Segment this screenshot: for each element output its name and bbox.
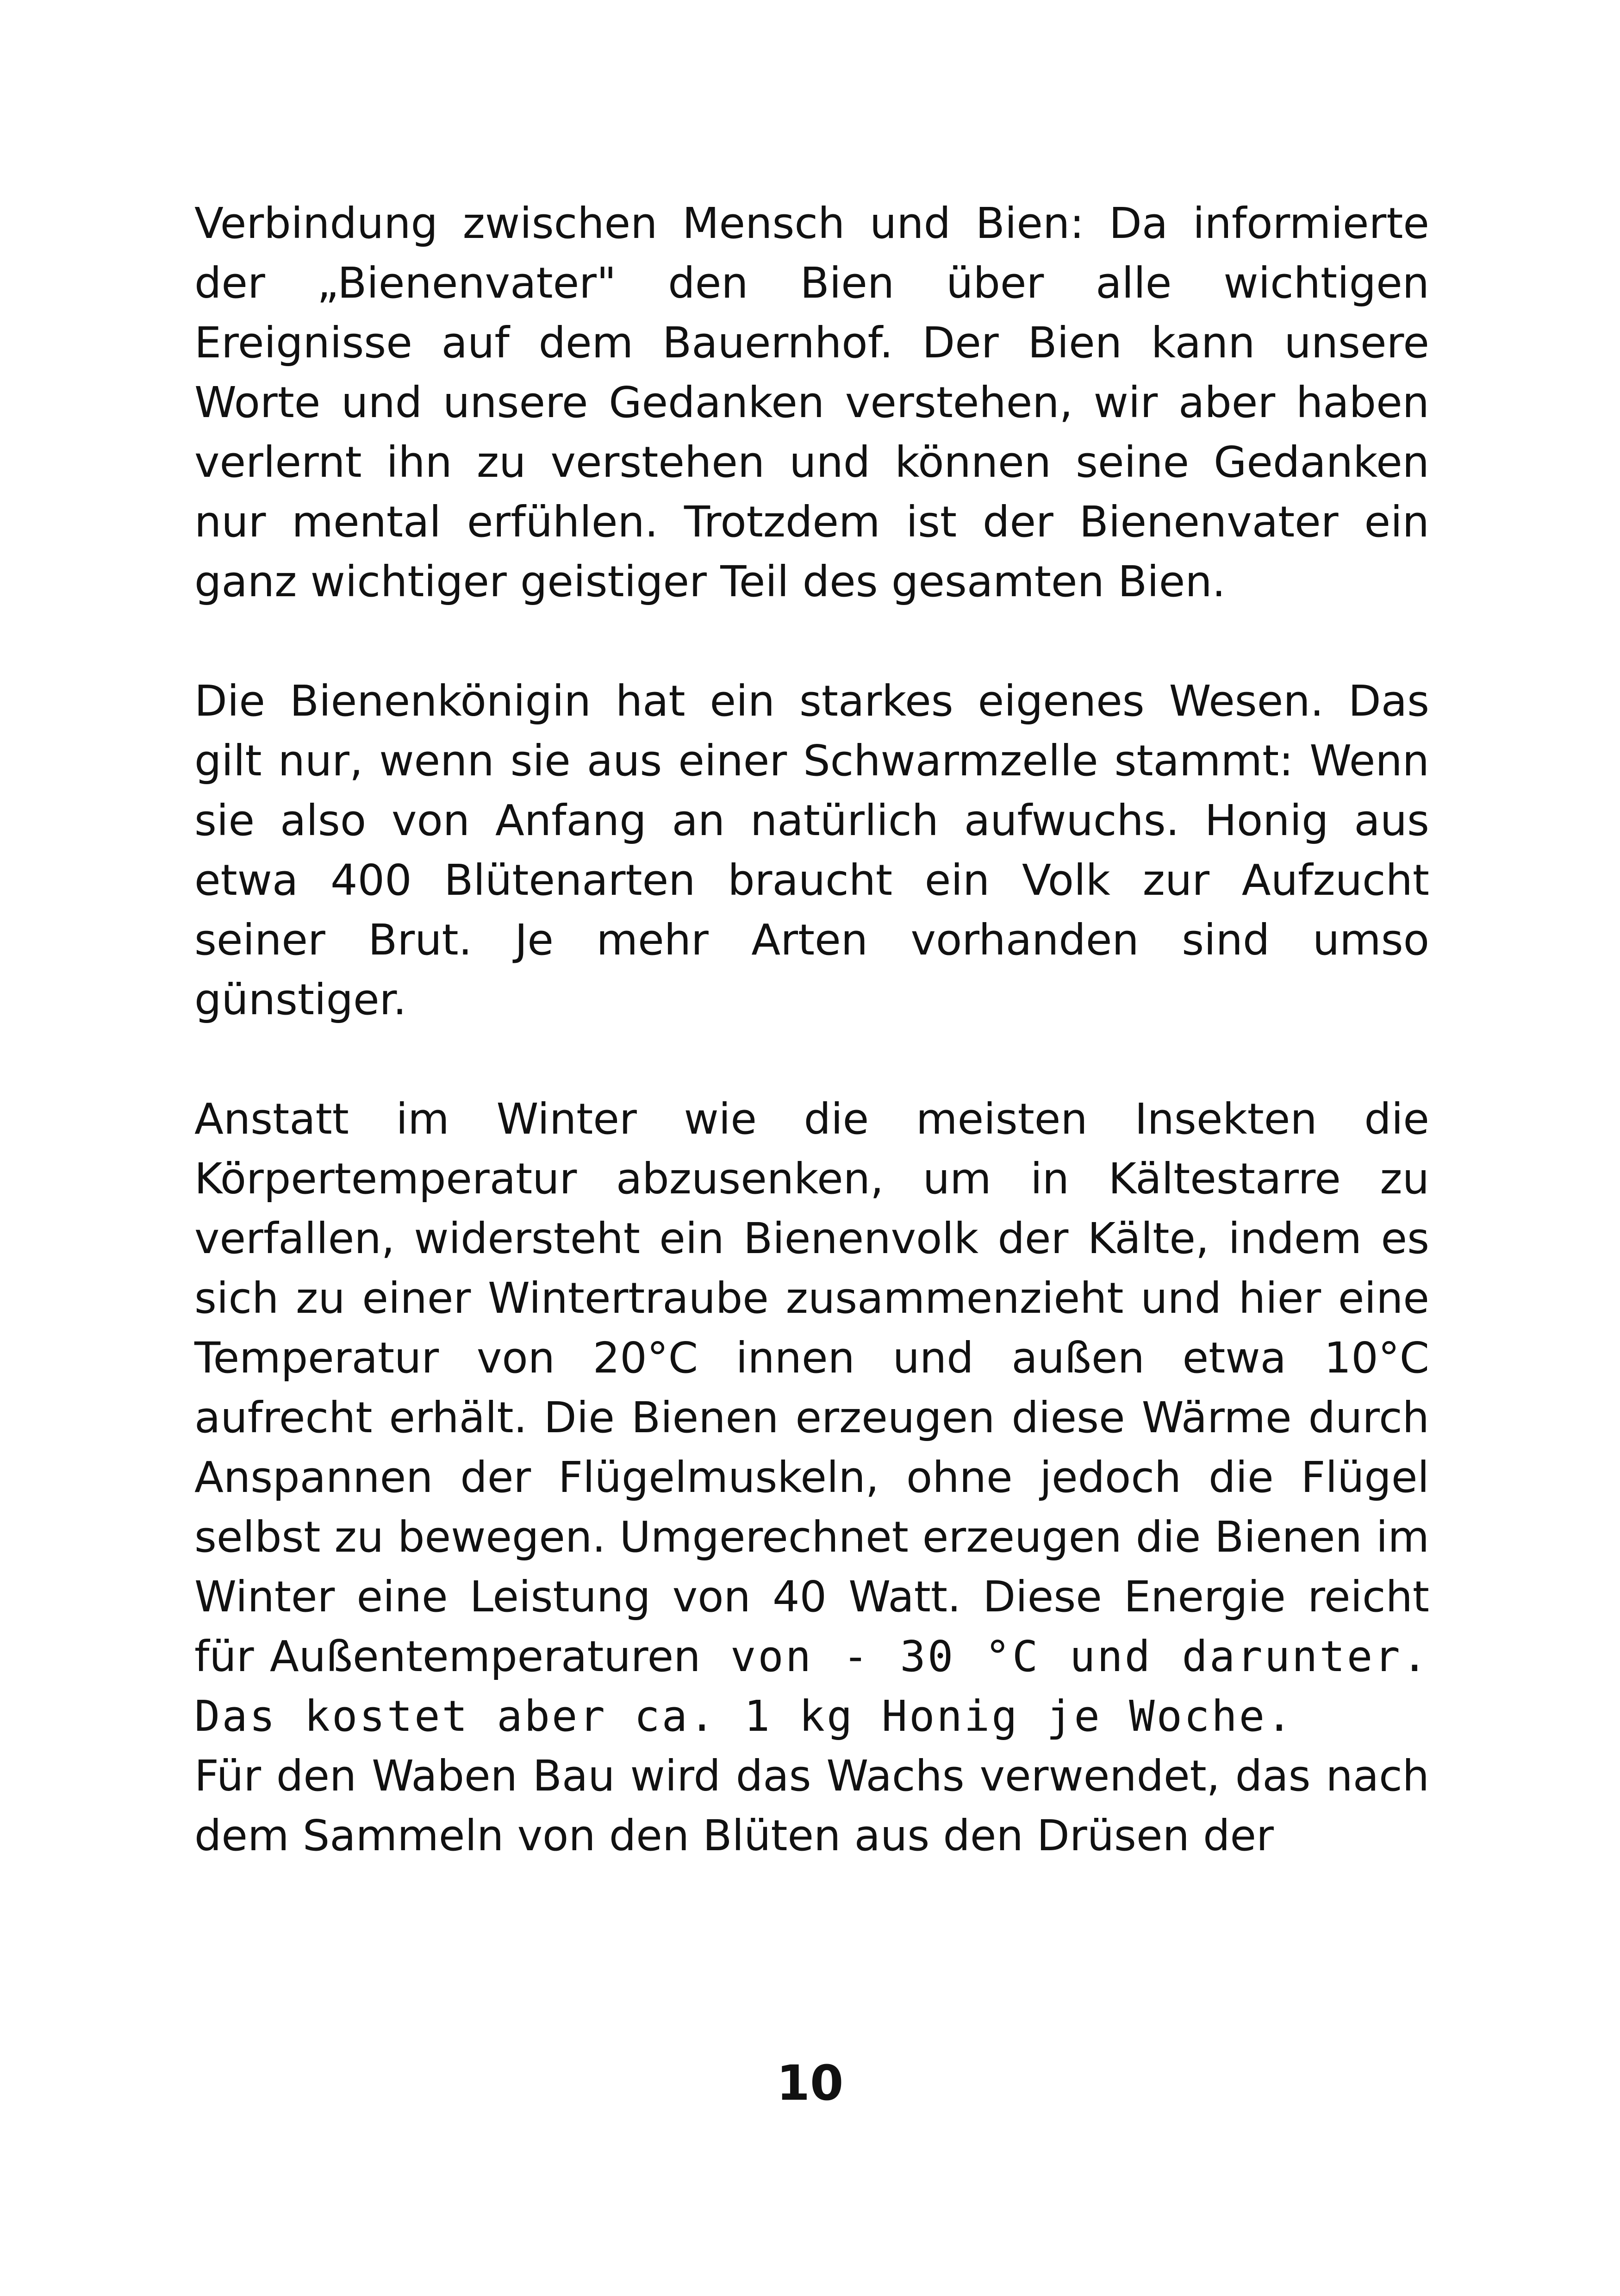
paragraph-3 — [194, 1089, 1429, 1746]
paragraph-3-text: Anstatt im Winter wie die meisten Insekten die Körpertemperatur abzusenken, um in Kältestarre zu verfallen, widersteht ein Bienenvolk der Kälte, indem es sich zu einer Wintertraube zusammenzieht und hier eine Temperatur von 20°C innen und außen etwa 10°C aufrecht erhält. Die Bienen erzeugen diese Wärme durch Anspannen der Flügelmuskeln, ohne jedoch die Flügel selbst zu bewegen. Umgerechnet erzeugen die Bienen im Winter eine Leistung von 40 Watt. Diese Energie reicht für Außentemperaturen — [194, 1094, 1429, 1681]
paragraph-4-text: Für den Waben Bau wird das Wachs verwendet, das nach dem Sammeln von den Blüten aus den Drüsen der — [194, 1751, 1429, 1860]
paragraph-4 — [194, 1746, 1429, 1866]
paragraph-1-text: Verbindung zwischen Mensch und Bien: Da informierte der „Bienenvater" den Bien über alle wichtigen Ereignisse auf dem Bauernhof. Der Bien kann unsere Worte und unsere Gedanken verstehen, wir aber haben verlernt ihn zu verstehen und können seine Gedanken nur mental erfühlen. Trotzdem ist der Bienenvater ein ganz wichtiger geistiger Teil des gesamten Bien. — [194, 199, 1429, 606]
paragraph-2 — [194, 671, 1429, 1029]
paragraph-1 — [194, 193, 1429, 611]
page-number: 10 — [776, 2055, 844, 2111]
body-text — [194, 193, 1429, 1866]
paragraph-3-mono-tail: von - 30 °C und darunter. Das kostet aber ca. 1 kg Honig je Woche. — [194, 1632, 1429, 1741]
paragraph-2-text: Die Bienenkönigin hat ein starkes eigenes Wesen. Das gilt nur, wenn sie aus einer Schwarmzelle stammt: Wenn sie also von Anfang an natürlich aufwuchs. Honig aus etwa 400 Blütenarten braucht ein Volk zur Aufzucht seiner Brut. Je mehr Arten vorhanden sind umso günstiger. — [194, 676, 1429, 1024]
